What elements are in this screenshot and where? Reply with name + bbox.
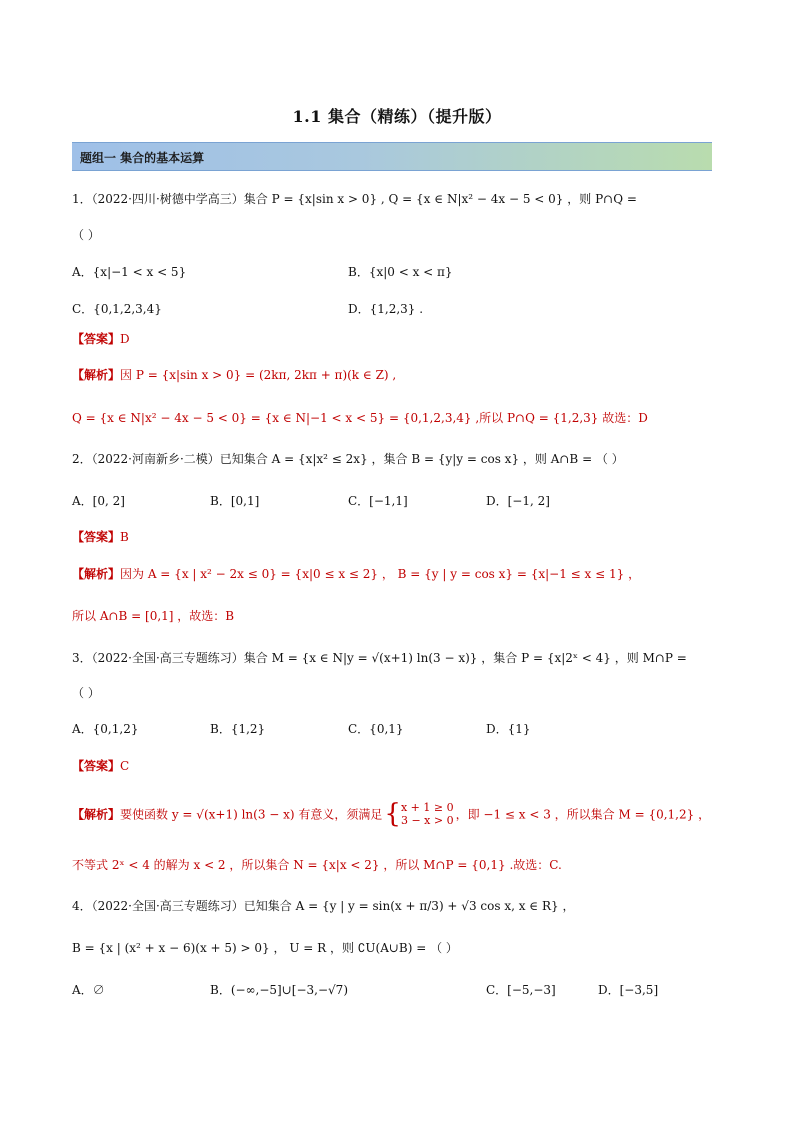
section-header-label: 题组一 集合的基本运算 bbox=[80, 151, 205, 165]
analysis-1-line-2: Q = {x ∈ N|x² − 4x − 5 < 0} = {x ∈ N|−1 < x < 5} = {0,1,2,3,4} ,所以 P∩Q = {1,2,3} 故选：D bbox=[72, 411, 648, 425]
question-2-option-d: D．[−1, 2] bbox=[486, 494, 550, 508]
question-3-option-c: C．{0,1} bbox=[348, 722, 404, 736]
page-title: 1.1 集合（精练）（提升版） bbox=[292, 107, 502, 126]
question-4-stem-line-2: B = {x | (x² + x − 6)(x + 5) > 0} ， U = R ，则 ∁U(A∪B) = （ ） bbox=[72, 941, 458, 955]
analysis-text-b: ，即 −1 ≤ x < 3 ，所以集合 M = {0,1,2} ， bbox=[455, 807, 711, 822]
analysis-text: 因 P = {x|sin x > 0} = (2kπ, 2kπ + π)(k ∈ Z) , bbox=[120, 368, 397, 382]
question-1-option-b: B．{x|0 < x < π} bbox=[348, 265, 453, 279]
question-2-option-c: C．[−1,1] bbox=[348, 494, 408, 508]
analysis-tag: 【解析】 bbox=[72, 807, 121, 822]
question-3-option-b: B．{1,2} bbox=[210, 722, 266, 736]
question-3-option-d: D．{1} bbox=[486, 722, 531, 736]
question-2-option-a: A．[0, 2] bbox=[72, 494, 125, 508]
analysis-2-line-2: 所以 A∩B = [0,1] ，故选：B bbox=[72, 609, 235, 623]
analysis-tag: 【解析】 bbox=[72, 368, 121, 382]
answer-value: D bbox=[120, 332, 130, 346]
question-1-paren: （ ） bbox=[72, 228, 100, 242]
question-4-option-a: A．∅ bbox=[72, 983, 105, 997]
question-3-paren: （ ） bbox=[72, 686, 100, 700]
left-brace-icon: { bbox=[384, 799, 401, 829]
answer-value: C bbox=[120, 759, 130, 773]
question-1-option-d: D．{1,2,3} . bbox=[348, 302, 424, 316]
system-bottom: 3 − x > 0 bbox=[400, 814, 454, 827]
analysis-text: 因为 A = {x | x² − 2x ≤ 0} = {x|0 ≤ x ≤ 2} ， B = {y | y = cos x} = {x|−1 ≤ x ≤ 1} ， bbox=[120, 567, 641, 581]
inequality-system bbox=[384, 801, 453, 827]
answer-value: B bbox=[120, 530, 129, 544]
question-1-option-c: C．{0,1,2,3,4} bbox=[72, 302, 162, 316]
question-4-stem-line-1: 4．（2022·全国·高三专题练习）已知集合 A = {y | y = sin(x + π/3) + √3 cos x, x ∈ R} ， bbox=[72, 899, 575, 913]
answer-1 bbox=[72, 330, 130, 348]
system-top: x + 1 ≥ 0 bbox=[400, 801, 454, 814]
analysis-1-line-1 bbox=[72, 366, 396, 384]
analysis-2-line-1 bbox=[72, 565, 640, 583]
analysis-tag: 【解析】 bbox=[72, 567, 121, 581]
answer-tag: 【答案】 bbox=[72, 530, 121, 544]
question-3-stem: 3．（2022·全国·高三专题练习）集合 M = {x ∈ N|y = √(x+1) ln(3 − x)} ，集合 P = {x|2ˣ < 4} ，则 M∩P = bbox=[72, 651, 687, 665]
question-2-option-b: B．[0,1] bbox=[210, 494, 260, 508]
question-4-option-c: C．[−5,−3] bbox=[486, 983, 556, 997]
answer-tag: 【答案】 bbox=[72, 332, 121, 346]
analysis-3-line-1 bbox=[72, 799, 711, 829]
analysis-3-line-2: 不等式 2ˣ < 4 的解为 x < 2 ，所以集合 N = {x|x < 2} ，所以 M∩P = {0,1} .故选：C. bbox=[72, 858, 562, 872]
question-2-stem: 2．（2022·河南新乡·二模）已知集合 A = {x|x² ≤ 2x} ，集合 B = {y|y = cos x} ，则 A∩B = （ ） bbox=[72, 452, 624, 466]
question-4-option-d: D．[−3,5] bbox=[598, 983, 659, 997]
answer-tag: 【答案】 bbox=[72, 759, 121, 773]
question-1-stem: 1．（2022·四川·树德中学高三）集合 P = {x|sin x > 0} , Q = {x ∈ N|x² − 4x − 5 < 0} ，则 P∩Q = bbox=[72, 192, 637, 206]
question-4-option-b: B．(−∞,−5]∪[−3,−√7) bbox=[210, 983, 348, 997]
question-1-option-a: A．{x|−1 < x < 5} bbox=[72, 265, 187, 279]
analysis-text-a: 要使函数 y = √(x+1) ln(3 − x) 有意义，须满足 bbox=[120, 807, 383, 822]
answer-2 bbox=[72, 528, 129, 546]
question-3-option-a: A．{0,1,2} bbox=[72, 722, 139, 736]
section-header-band bbox=[72, 142, 712, 171]
answer-3 bbox=[72, 757, 129, 775]
